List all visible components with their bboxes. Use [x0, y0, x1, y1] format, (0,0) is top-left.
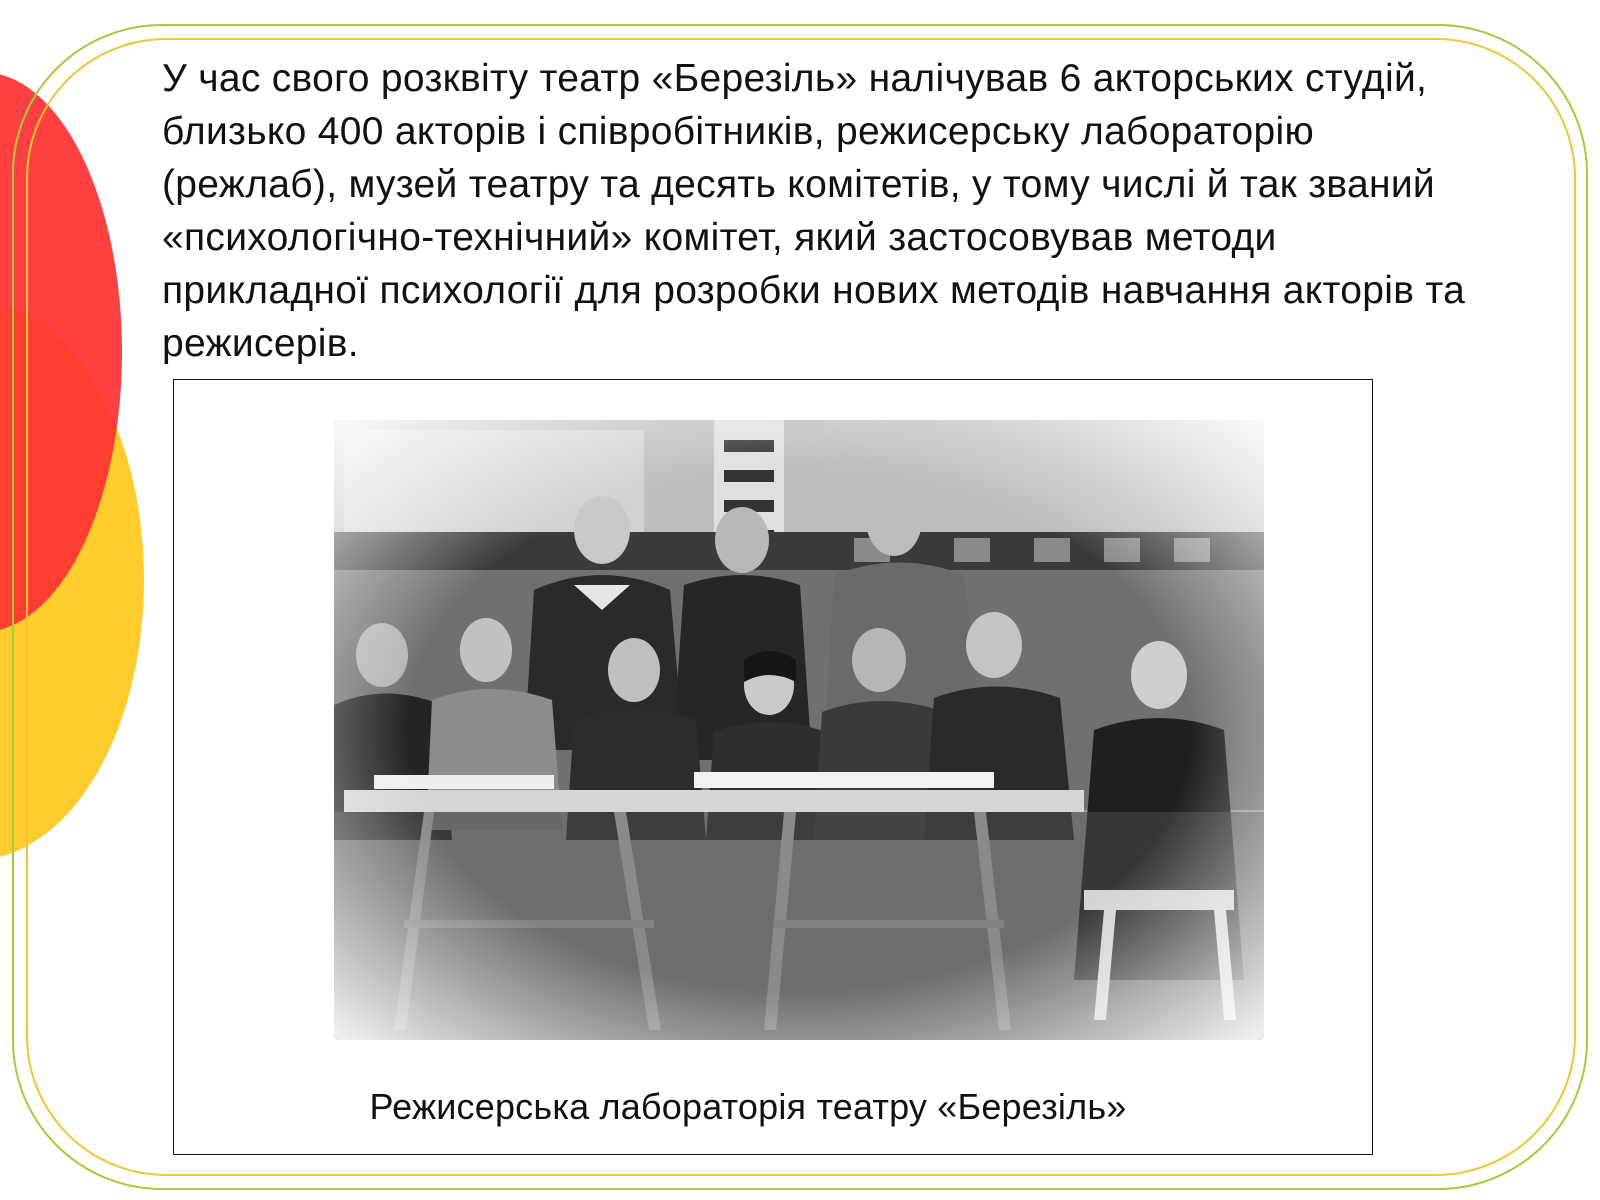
photo-caption: Режисерська лабораторія театру «Березіль»	[369, 1086, 1127, 1127]
photo-box	[173, 379, 1373, 1155]
group-photo-image	[334, 420, 1264, 1040]
slide-paragraph: У час свого розквіту театр «Березіль» налічував 6 акторських студій, близько 400 акторів і співробітників, режисерську лабораторію (режлаб), музей театру та десять комітетів, у тому числі й так званий «психологічно-технічний» комітет, який застосовував методи прикладної психології для розробки нових методів навчання акторів та режисерів.	[162, 57, 1466, 365]
